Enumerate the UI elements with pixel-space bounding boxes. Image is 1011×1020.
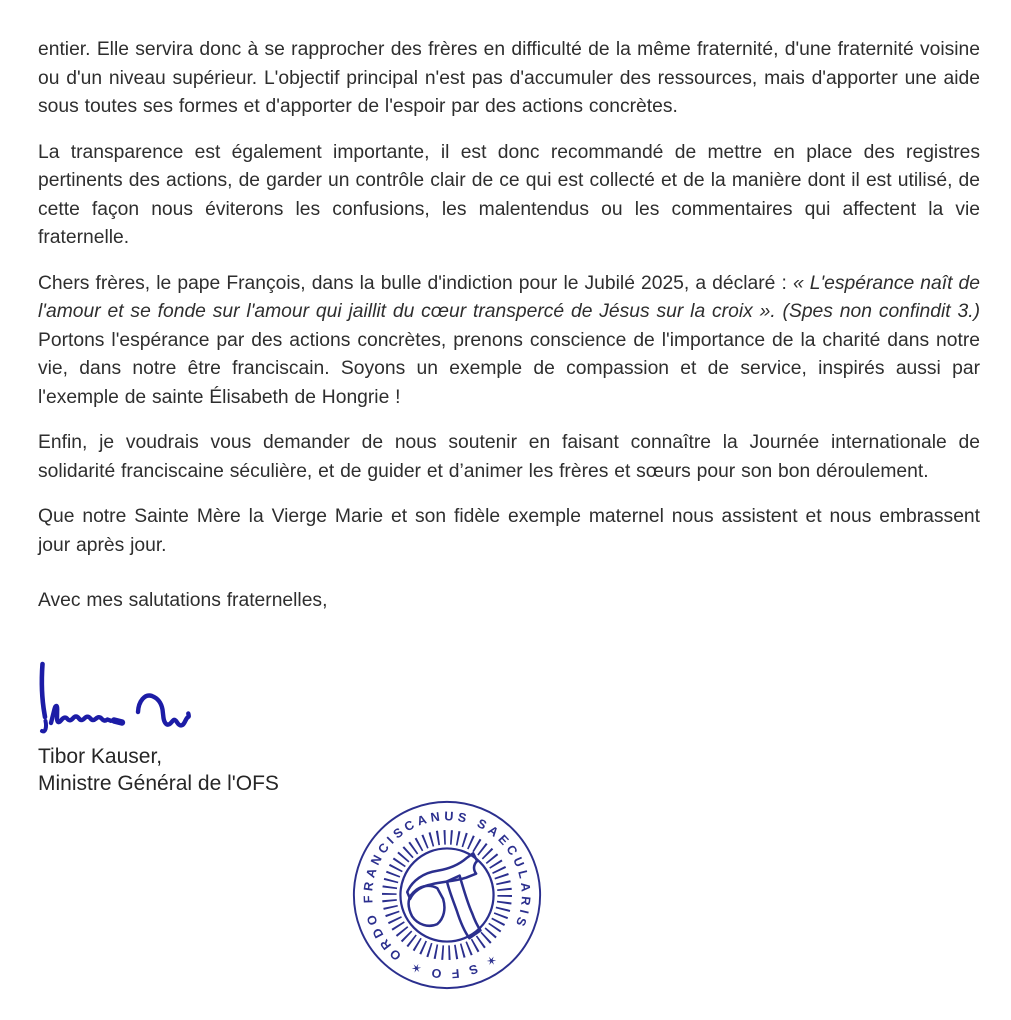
- paragraph-text: Enfin, je voudrais vous demander de nous soutenir en faisant connaître la Journée internationale de solidarité franciscaine séculière, et de guider et d’animer les frères et sœurs pour son bon déroulement.: [38, 432, 980, 482]
- tau-stem: [447, 876, 480, 939]
- seal-bottom-text: ✶ S F O ✶: [406, 951, 500, 981]
- signature-ink-strokes: [42, 664, 189, 731]
- closing-salutation: [38, 587, 980, 616]
- signatory-name: Tibor Kauser,: [38, 744, 163, 768]
- tau-stone-shape: [409, 886, 445, 926]
- paragraph-text: Chers frères, le pape François, dans la bulle d'indiction pour le Jubilé 2025, a déclaré :: [38, 272, 793, 294]
- seal-outer-circle: [354, 802, 540, 988]
- seal-hatch-ring: [389, 837, 504, 952]
- papal-quote-italic: « L'espérance naît de l'amour et se fonde sur l'amour qui jaillit du cœur transpercé de Jésus sur la croix ». (Spes non confindit 3.): [38, 272, 980, 322]
- signature-block: [38, 743, 980, 798]
- paragraph: [38, 270, 980, 413]
- signatory-title: Ministre Général de l'OFS: [38, 772, 279, 795]
- seal-ring-text: ORDO FRANCISCANUS SAECULARIS: [361, 809, 533, 964]
- paragraph-text: La transparence est également importante, il est donc recommandé de mettre en place des registres pertinents des actions, de garder un contrôle clair de ce qui est collecté et de la manière dont il est utilisé, de cette façon nous éviterons les confusions, les malentendus ou les commentaires qui affectent la vie fraternelle.: [38, 141, 980, 248]
- paragraph: [38, 429, 980, 486]
- paragraph-text: Que notre Sainte Mère la Vierge Marie et son fidèle exemple maternel nous assistent et nous embrassent jour après jour.: [38, 506, 980, 556]
- svg-text:✶ S F O ✶: [406, 951, 499, 980]
- ofs-seal: [350, 798, 544, 992]
- handwritten-signature: [38, 656, 248, 740]
- tau-cross-icon: [407, 853, 480, 938]
- paragraph-text: entier. Elle servira donc à se rapprocher des frères en difficulté de la même fraternité, d'une fraternité voisine ou d'un niveau supérieur. L'objectif principal n'est pas d'accumuler des ressources, mais d'apporter une aide sous toutes ses formes et d'apporter de l'espoir par des actions concrètes.: [38, 39, 980, 117]
- closing-text: Avec mes salutations fraternelles,: [38, 590, 328, 611]
- paragraph: [38, 139, 980, 253]
- paragraph: [38, 503, 980, 560]
- paragraph: [38, 36, 980, 122]
- paragraph-text: Portons l'espérance par des actions concrètes, prenons conscience de l'importance de la charité dans notre vie, dans notre être franciscain. Soyons un exemple de compassion et de service, inspirés aussi par l'exemple de sainte Élisabeth de Hongrie !: [38, 329, 980, 408]
